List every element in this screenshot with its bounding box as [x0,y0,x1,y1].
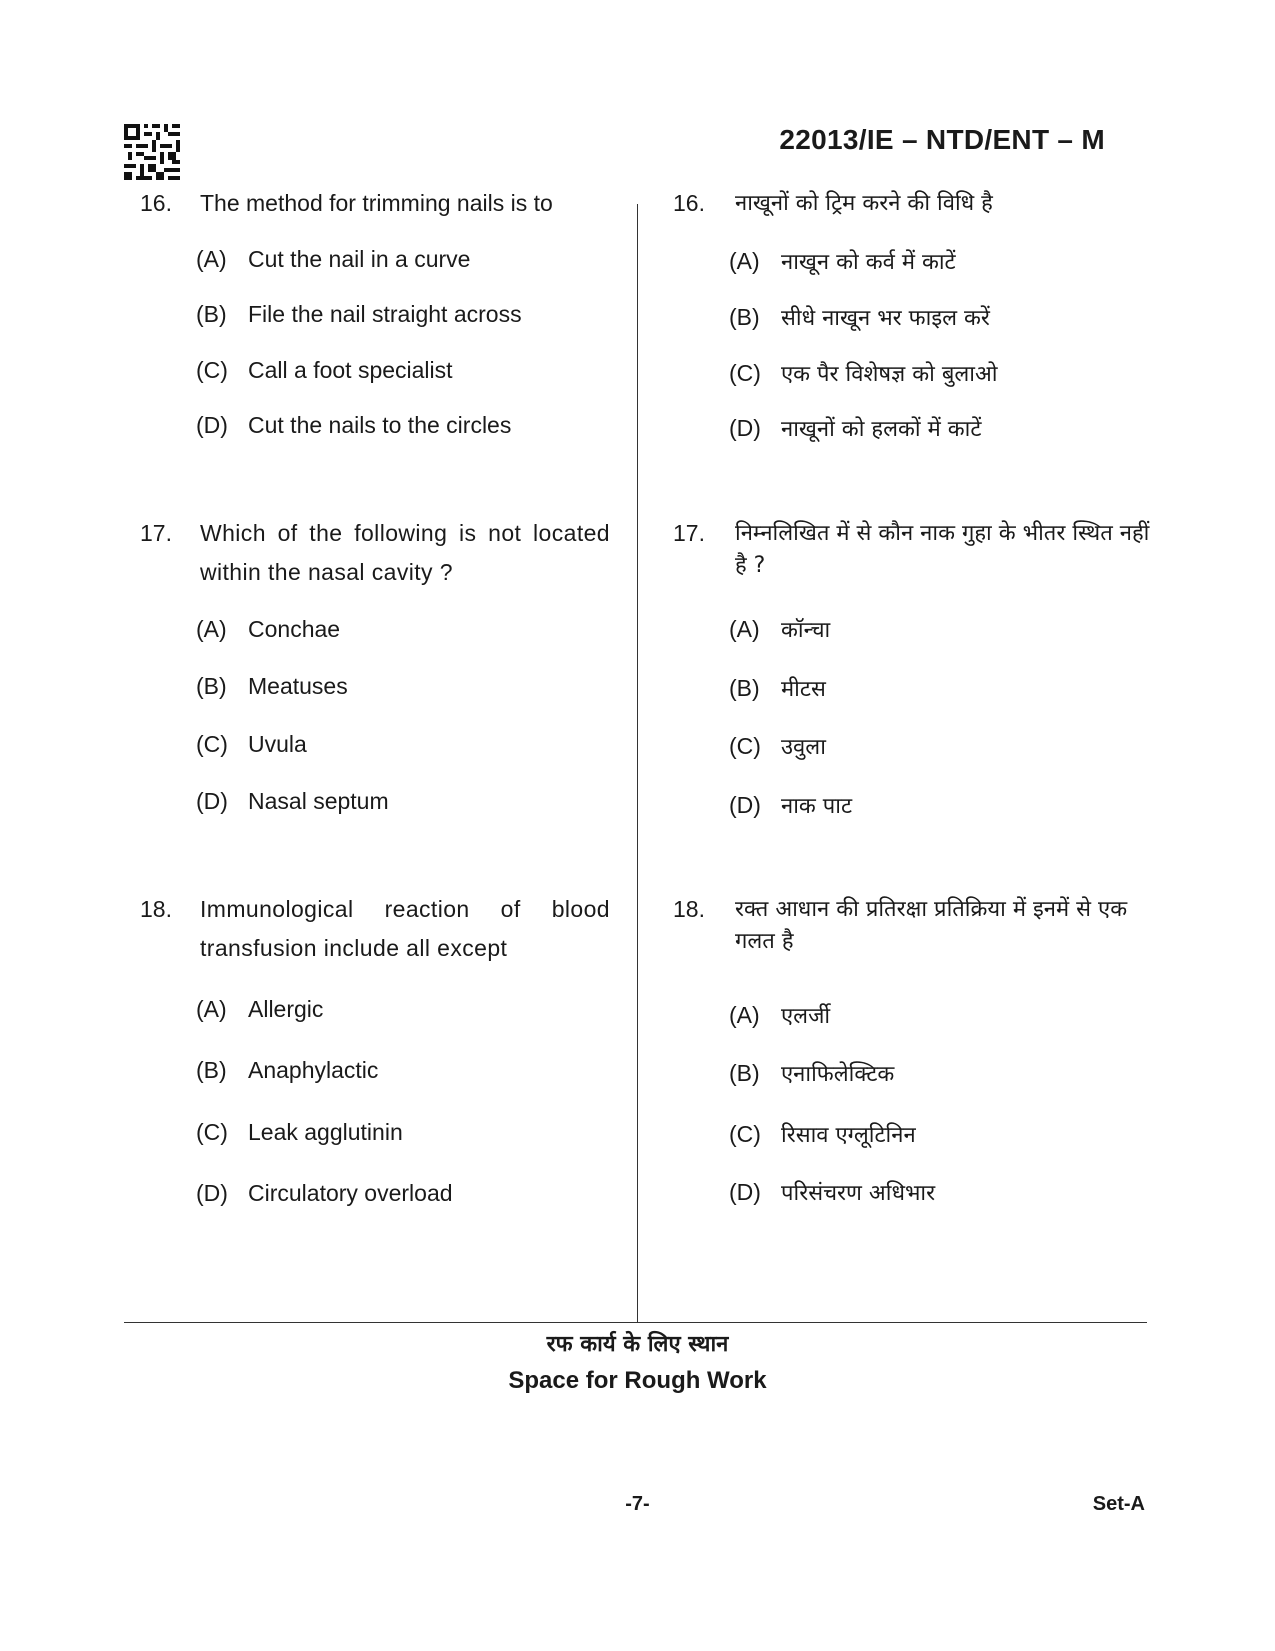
option-text: एक पैर विशेषज्ञ को बुलाओ [781,362,998,387]
option-c [729,731,826,761]
option-text: Allergic [248,996,324,1022]
option-text: सीधे नाखून भर फाइल करें [781,306,990,331]
page-number: -7- [625,1493,650,1515]
option-label: (C) [196,1119,228,1145]
option-b [196,1057,378,1084]
option-text: Conchae [248,616,341,642]
question-text: निम्नलिखित में से कौन नाक गुहा के भीतर स्थित नहीं है ? [735,521,1150,578]
option-label: (C) [729,360,761,386]
option-text: एलर्जी [781,1004,831,1029]
option-label: (A) [196,246,227,272]
option-text: File the nail straight across [248,301,522,327]
option-text: नाखूनों को हलकों में काटें [781,417,982,442]
option-label: (C) [729,1121,761,1147]
option-text: Call a foot specialist [248,357,453,383]
option-label: (B) [729,675,760,701]
option-label: (D) [729,415,761,441]
option-label: (A) [729,248,760,274]
rough-work-label-hindi: रफ कार्य के लिए स्थान [546,1332,729,1357]
option-text: परिसंचरण अधिभार [781,1181,936,1206]
option-a [729,1000,830,1030]
qr-code-icon [124,124,180,180]
option-d [196,1180,453,1207]
option-label: (A) [729,616,760,642]
question-number: 18. [140,896,172,922]
option-d [729,790,852,820]
option-text: Uvula [248,731,307,757]
option-b [729,1058,894,1088]
option-text: Anaphylactic [248,1057,379,1083]
option-b [729,302,990,332]
question-number: 16. [673,190,705,216]
paper-code: 22013/IE – NTD/ENT – M [779,124,1105,155]
question-number: 17. [673,520,705,546]
option-text: रिसाव एग्लूटिनिन [781,1123,916,1148]
option-label: (B) [196,1057,227,1083]
question-number: 18. [673,896,705,922]
question-number: 16. [140,190,172,216]
option-a [729,246,956,276]
question-text: Which of the following is not located within the nasal cavity ? [200,520,610,585]
option-label: (D) [196,412,228,438]
rough-work-label-english: Space for Rough Work [508,1367,767,1394]
option-a [729,614,830,644]
option-b [196,301,522,328]
question-text: रक्त आधान की प्रतिरक्षा प्रतिक्रिया में इनमें से एक गलत है [735,897,1128,954]
option-text: Meatuses [248,673,348,699]
option-text: उवुला [781,735,826,760]
option-c [196,1119,403,1146]
option-label: (A) [196,996,227,1022]
question-text: The method for trimming nails is to [200,190,553,216]
option-b [196,673,348,700]
rough-work-divider [124,1322,1147,1323]
option-text: नाक पाट [781,794,853,819]
column-divider [637,204,638,1322]
option-text: Leak agglutinin [248,1119,403,1145]
option-text: एनाफिलेक्टिक [781,1062,895,1087]
option-text: Cut the nail in a curve [248,246,471,272]
option-label: (D) [196,788,228,814]
option-d [729,1177,935,1207]
option-label: (A) [729,1002,760,1028]
question-number: 17. [140,520,172,546]
option-d [196,788,389,815]
option-text: कॉन्चा [781,618,831,643]
option-label: (D) [729,792,761,818]
option-c [729,358,998,388]
option-label: (B) [729,304,760,330]
option-label: (B) [729,1060,760,1086]
option-label: (C) [196,357,228,383]
option-text: Nasal septum [248,788,389,814]
option-a [196,996,323,1023]
option-c [196,357,453,384]
option-label: (A) [196,616,227,642]
option-label: (B) [196,673,227,699]
option-text: Cut the nails to the circles [248,412,512,438]
option-d [196,412,511,439]
option-text: नाखून को कर्व में काटें [781,250,956,275]
question-text: Immunological reaction of blood transfusion include all except [200,896,610,961]
option-label: (D) [196,1180,228,1206]
option-c [729,1119,916,1149]
set-label: Set-A [1092,1493,1145,1515]
option-label: (B) [196,301,227,327]
option-text: मीटस [781,677,826,702]
question-text: नाखूनों को ट्रिम करने की विधि है [735,191,993,216]
option-text: Circulatory overload [248,1180,453,1206]
option-label: (D) [729,1179,761,1205]
option-a [196,246,470,273]
option-c [196,731,307,758]
option-b [729,673,826,703]
option-label: (C) [729,733,761,759]
option-label: (C) [196,731,228,757]
option-d [729,413,981,443]
option-a [196,616,340,643]
